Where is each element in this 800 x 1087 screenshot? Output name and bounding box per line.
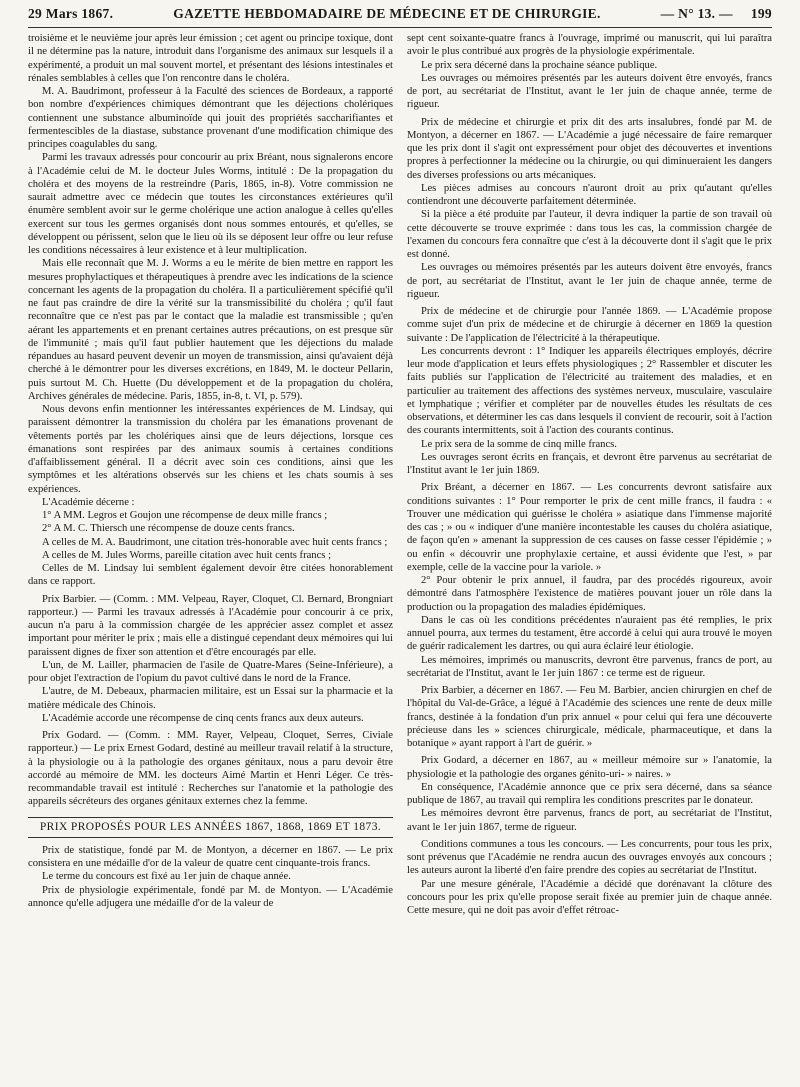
paragraph: Les ouvrages ou mémoires présentés par les auteurs doivent être envoyés, francs de port, au secrétariat de l'Institut, avant le 1er juin de chaque année, terme de rigueur. xyxy=(407,72,772,111)
paragraph: M. A. Baudrimont, professeur à la Faculté des sciences de Bordeaux, a rapporté bon nombre d'expériences chimiques démontrant que les déjections cholériques contiennent une substance albuminoïde qui jouit des propriétés saccharifiantes et fermentescibles de la diastase, substance provenant d'une modification chimique des principes coagulables du sang. xyxy=(28,86,393,150)
paragraph: sept cent soixante-quatre francs à l'ouvrage, imprimé ou manuscrit, qui lui paraîtra avoir le plus contribué aux progrès de la physiologie expérimentale. xyxy=(407,33,772,58)
paragraph: Les ouvrages ou mémoires présentés par les auteurs doivent être envoyés, francs de port, au secrétariat de l'Institut, avant le 1er juin de chaque année, terme de rigueur. xyxy=(407,262,772,300)
left-column xyxy=(28,32,393,917)
paragraph: Si la pièce a été produite par l'auteur, il devra indiquer la partie de son travail où cette découverte se trouve exprimée : dans tous les cas, la commission chargée de l'examen du concours fera connaître que c'est à la découverte dont il s'agit que le prix est donné. xyxy=(407,209,772,260)
paragraph: Les mémoires, imprimés ou manuscrits, devront être parvenus, francs de port, au secrétariat de l'Institut, avant le 1er juin 1867 : ce terme est de rigueur. xyxy=(407,654,772,679)
award-item: 1° A MM. Legros et Goujon une récompense de deux mille francs ; xyxy=(42,510,328,521)
paragraph: Prix de médecine et de chirurgie pour l'année 1869. — L'Académie propose comme sujet d'un prix de médecine et de chirurgie à décerner en 1869 la question suivante : De l'application de l'électricité à la thérapeutique. xyxy=(407,306,772,344)
paragraph: Prix Bréant, a décerner en 1867. — Les concurrents devront satisfaire aux conditions suivantes : 1° Pour remporter le prix de cent mille francs, il faudra : « Trouver une médication qui guérisse le choléra » asiatique dans l'immense majorité des cas ; » ou « indiquer d'une manière incontestable les causes du choléra asiatique, de façon qu'en » amenant la suppression de ces causes on fasse cesser l'épidémie ; » ou enfin « découvrir une prophylaxie certaine, et aussi évidente que l'est, » par exemple, celle de la vaccine pour la variole. » xyxy=(407,482,772,573)
paragraph: Le terme du concours est fixé au 1er juin de chaque année. xyxy=(42,871,291,883)
paragraph: Le prix sera de la somme de cinq mille francs. xyxy=(421,438,617,450)
paragraph: Par une mesure générale, l'Académie a décidé que dorénavant la clôture des concours pour les prix qu'elle propose serait fixée au premier juin de chaque année. Cette mesure, qui ne doit pas avoir d'effet rétroac- xyxy=(407,878,772,916)
paragraph: Parmi les travaux adressés pour concourir au prix Bréant, nous signalerons encore à l'Académie celui de M. le docteur Jules Worms, intitulé : De la propagation du choléra et des moyens de la restreindre (Paris, 1865, in-8). Votre commission ne saurait admettre avec ce médecin que toutes les circonstances extérieures qu'il énumère semblent avoir sur le germe cholérique une action analogue à celles qu'elles exercent sur tous les germes organisés dont nous sommes entourés, et qu'elles, se développent ou périssent, selon que le lieu où ils se déposent leur offre ou leur refuse les conditions nécessaires à leur existence et à leur multiplication. xyxy=(28,152,393,256)
two-column-body xyxy=(28,32,772,917)
paragraph: troisième et le neuvième jour après leur émission ; cet agent ou principe toxique, dont il ne détermine pas la nature, introduit dans l'organisme des animaux sur lesquels il a expérimenté, a produit un mal souvent mortel, et présentant des lésions intestinales et rénales semblables à celles que l'on rencontre dans le choléra. xyxy=(28,33,393,84)
paragraph: Les pièces admises au concours n'auront droit au prix qu'autant qu'elles contiendront une découverte parfaitement déterminée. xyxy=(407,182,772,207)
paragraph: Prix Barbier, a décerner en 1867. — Feu M. Barbier, ancien chirurgien en chef de l'hôpital du Val-de-Grâce, a légué à l'Académie des sciences une rente de deux mille francs, destinée à la fondation d'un prix annuel « pour celui qui fera une découverte précieuse dans les » sciences chirurgicale, médicale, pharmaceutique, et dans la botanique » ayant rapport à l'art de guérir. » xyxy=(407,685,772,749)
paragraph: Les concurrents devront : 1° Indiquer les appareils électriques employés, décrire leur mode d'application et leurs effets physiologiques ; 2° Rassembler et discuter les faits publiés sur l'application de l'électricité au traitement des maladies, et en particulier au traitement des affections des systèmes nerveux, musculaire, vasculaire et lymphatique ; vérifier et compléter par de nouvelles études les résultats de ces observations, et déterminer les cas dans lesquels il convient de recourir, soit à l'action des courants intermittents, soit à l'action des courants continus. xyxy=(407,345,772,437)
paragraph: Prix Godard, a décerner en 1867, au « meilleur mémoire sur » l'anatomie, la physiologie et la pathologie des organes génito-uri- » naires. » xyxy=(407,755,772,780)
paragraph: Les ouvrages seront écrits en français, et devront être parvenus au secrétariat de l'Institut avant le 1er juin 1869. xyxy=(407,451,772,476)
header-title: GAZETTE HEBDOMADAIRE DE MÉDECINE ET DE CHIRURGIE. xyxy=(173,6,601,21)
paragraph: Conditions communes a tous les concours. — Les concurrents, pour tous les prix, sont prévenus que l'Académie ne rendra aucun des ouvrages envoyés aux concours ; les auteurs auront la liberté d'en faire prendre des copies au secrétariat de l'Institut. xyxy=(407,838,772,877)
award-item: 2° A M. C. Thiersch une récompense de douze cents francs. xyxy=(42,523,295,535)
paragraph: Les mémoires devront être parvenus, francs de port, au secrétariat de l'Institut, avant le 1er juin 1867, terme de rigueur. xyxy=(407,808,772,833)
paragraph: Prix de physiologie expérimentale, fondé par M. de Montyon. — L'Académie annonce qu'elle adjugera une médaille d'or de la valeur de xyxy=(28,884,393,909)
section-heading: PRIX PROPOSÉS POUR LES ANNÉES 1867, 1868, 1869 ET 1873. xyxy=(28,817,393,838)
right-column xyxy=(407,32,772,917)
award-item: A celles de M. A. Baudrimont, une citation très-honorable avec huit cents francs ; xyxy=(42,536,388,548)
paragraph: Dans le cas où les conditions précédentes n'auraient pas été remplies, le prix annuel pourra, aux termes du testament, être accordé à celui qui aura trouvé le moyen de guérir radicalement les dartres, ou qui aura éclairé leur étiologie. xyxy=(407,614,772,653)
paragraph: L'un, de M. Lailler, pharmacien de l'asile de Quatre-Mares (Seine-Inférieure), a pour objet l'extraction de l'opium du pavot cultivé dans le nord de la France. xyxy=(28,659,393,684)
header-page-number: 199 xyxy=(750,6,772,21)
paragraph: Celles de M. Lindsay lui semblent également devoir être citées honorablement dans ce rapport. xyxy=(28,563,393,588)
paragraph: L'Académie décerne : xyxy=(42,496,135,508)
paragraph: Le prix sera décerné dans la prochaine séance publique. xyxy=(421,59,658,71)
header-date: 29 Mars 1867. xyxy=(28,6,114,21)
paragraph: Mais elle reconnaît que M. J. Worms a eu le mérite de bien mettre en rapport les mesures prophylactiques et thérapeutiques à prendre avec les indications de la science concernant les agents de la propagation du choléra. Il a particulièrement spécifié qu'il ne faut pas craindre de dire la vérité sur la transmissibilité du choléra ; qu'il faut reconnaître que ce n'est pas par le contact que la maladie est transmissible ; qu'en aérant les appartements et en prenant certaines autres précautions, on est presque sûr de l'immunité ; mais qu'il faut publier hautement que les déjections du malade répandues au hasard peuvent devenir un moyen de transmission, ainsi qu'avaient déjà cherché à le démontrer pour les diverses excrétions, en 1849, M. le docteur Pellarin, puis surtout M. Ch. Huette (Du développement et de la propagation du choléra, Archives générales de médecine. Paris, 1855, in-8, t. VI, p. 579). xyxy=(28,258,393,402)
paragraph: 2° Pour obtenir le prix annuel, il faudra, par des procédés rigoureux, avoir démontré dans l'atmosphère l'existence de matières pouvant jouer un rôle dans la production ou la propagation des maladies épidémiques. xyxy=(407,575,772,613)
paragraph: Prix Barbier. — (Comm. : MM. Velpeau, Rayer, Cloquet, Cl. Bernard, Brongniart rapporteur.) — Parmi les travaux adressés à l'Académie pour concourir à ce prix, aucun n'a paru à la commission chargée de les apprécier assez complet et assez important pour mériter le prix ; mais elle a distingué cependant deux mémoires qui lui paraissent dignes de fixer son attention et d'être encouragés par elle. xyxy=(28,593,393,658)
paragraph: En conséquence, l'Académie annonce que ce prix sera décerné, dans sa séance publique de 1867, au travail qui remplira les conditions prescrites par le donateur. xyxy=(407,781,772,806)
paragraph: Prix Godard. — (Comm. : MM. Rayer, Velpeau, Cloquet, Serres, Civiale rapporteur.) — Le prix Ernest Godard, destiné au meilleur travail relatif à la structure, à la physiologie ou à la pathologie des organes génitaux, nous a paru devoir être accordé au mémoire de MM. les docteurs Aimé Martin et Henri Léger. Ce très-recommandable travail est intitulé : Recherches sur l'anatomie et la pathologie des appareils sécréteurs des organes génitaux externes chez la femme. xyxy=(28,730,393,808)
paragraph: Prix de statistique, fondé par M. de Montyon, a décerner en 1867. — Le prix consistera en une médaille d'or de la valeur de quatre cent cinquante-trois francs. xyxy=(28,844,393,869)
paragraph: Nous devons enfin mentionner les intéressantes expériences de M. Lindsay, qui paraissent démontrer la transmission du choléra par les émanations provenant de vêtements portés par les cholériques ainsi que de leurs déjections, lorsque ces émanations sont respirées par des animaux soumis à certaines conditions d'affaiblissement général. Il a décrit avec soin ces conditions, ainsi que les symptômes et les altérations observés sur les chiens et les chats soumis à ses expériences. xyxy=(28,404,393,495)
paragraph: L'Académie accorde une récompense de cinq cents francs aux deux auteurs. xyxy=(42,712,364,724)
running-header xyxy=(28,6,772,28)
header-issue: — N° 13. — xyxy=(660,6,733,21)
paragraph: Prix de médecine et chirurgie et prix dit des arts insalubres, fondé par M. de Montyon, a décerner en 1867. — L'Académie a jugé nécessaire de faire remarquer que les prix dont il s'agit ont expressément pour objet des découvertes et inventions propres à perfectionner la médecine ou la chirurgie, ou qui diminueraient les dangers des diverses professions ou arts mécaniques. xyxy=(407,116,772,181)
paragraph: L'autre, de M. Debeaux, pharmacien militaire, est un Essai sur la pharmacie et la matière médicale des Chinois. xyxy=(28,686,393,711)
award-item: A celles de M. Jules Worms, pareille citation avec huit cents francs ; xyxy=(42,549,332,561)
